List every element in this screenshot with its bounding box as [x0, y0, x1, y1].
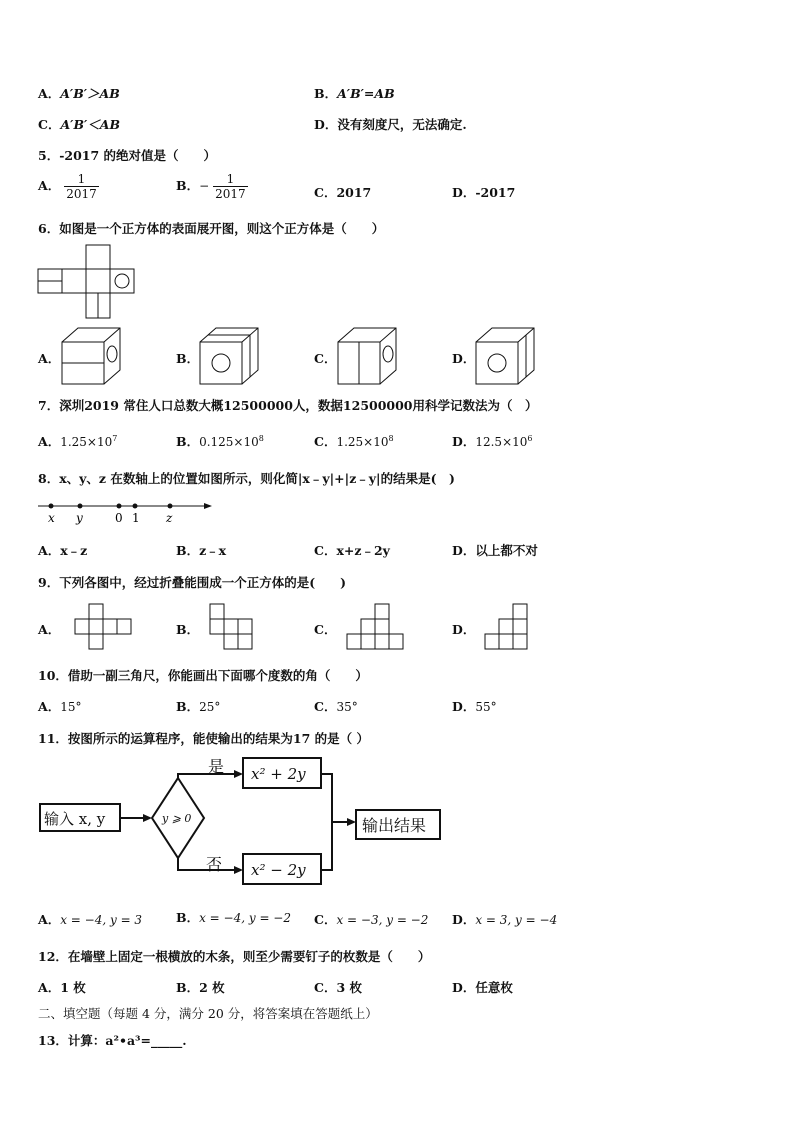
- q6-option-d: D．: [452, 351, 476, 366]
- q9-stem: 9．下列各图中，经过折叠能围成一个正方体的是( ): [38, 575, 347, 590]
- q6-cube-a: [60, 326, 124, 386]
- axis-label-y: y: [76, 511, 83, 525]
- axis-label-0: 0: [115, 511, 123, 525]
- q12-option-a: A．1 枚: [38, 980, 86, 995]
- q7-stem: 7．深圳2019 常住人口总数大概12500000人，数据12500000用科学记数法为（ ）: [38, 398, 538, 413]
- q10-stem: 10．借助一副三角尺，你能画出下面哪个度数的角（ ）: [38, 668, 368, 683]
- q9-net-c: [346, 604, 408, 650]
- q6-option-a: A．: [38, 351, 61, 366]
- number-line-figure: [38, 498, 213, 526]
- q12-option-c: C．3 枚: [314, 980, 363, 995]
- flow-yes-label: 是: [208, 757, 225, 776]
- q10-option-d: D．55°: [452, 699, 497, 714]
- q6-cube-c: [336, 326, 400, 386]
- flow-top-expression: x² + 2y: [251, 765, 306, 783]
- q5-option-d: D．-2017: [452, 185, 516, 200]
- q9-net-d: [484, 604, 530, 650]
- q8-option-d: D．以上都不对: [452, 543, 538, 558]
- q13-stem: 13．计算：a²•a³=_____.: [38, 1033, 187, 1048]
- q12-option-b: B．2 枚: [176, 980, 225, 995]
- axis-label-1: 1: [132, 511, 140, 525]
- q7-option-c: C．$1.25\times 10^8$: [314, 433, 394, 449]
- q6-cube-d: [474, 326, 538, 386]
- section-title: 二、填空题（每题 4 分，满分 20 分，将答案填在答题纸上）: [38, 1006, 378, 1021]
- q5-option-a: A． $\frac{1}{2017}$: [38, 172, 97, 201]
- q9-option-d: D．: [452, 622, 476, 637]
- flow-output-label: 输出结果: [362, 816, 427, 835]
- q11-option-d: D．x = 3, y = −4: [452, 912, 558, 927]
- axis-point-1: [133, 504, 138, 509]
- axis-point-y: [78, 504, 83, 509]
- q10-option-c: C．35°: [314, 699, 358, 714]
- q7-option-a: A．$1.25\times 10^7$: [38, 433, 118, 449]
- q8-option-c: C．x+z﹣2y: [314, 543, 390, 558]
- q5-option-b: B．− $\frac{1}{2017}$: [176, 172, 246, 201]
- q9-net-b: [209, 604, 255, 650]
- q4-option-a: A．A′B′＞AB: [38, 86, 120, 101]
- q12-option-d: D．任意枚: [452, 980, 513, 995]
- q5-fraction-a: $\frac{1}{2017}$: [66, 172, 97, 201]
- q12-stem: 12．在墙壁上固定一根横放的木条，则至少需要钉子的枚数是（ ）: [38, 949, 431, 964]
- q11-option-c: C．x = −3, y = −2: [314, 912, 429, 927]
- flow-bottom-expression: x² − 2y: [251, 861, 306, 879]
- q6-option-b: B．: [176, 351, 200, 366]
- q11-option-b: B．x = −4, y = −2: [176, 910, 291, 925]
- flow-condition-label: y ⩾ 0: [162, 812, 192, 825]
- q11-stem: 11．按图所示的运算程序，能使输出的结果为17 的是（ ）: [38, 731, 369, 746]
- q5-option-c: C．2017: [314, 185, 372, 200]
- q5-stem: 5．-2017 的绝对值是（ ）: [38, 148, 217, 163]
- q8-option-b: B．z﹣x: [176, 543, 227, 558]
- q6-stem: 6．如图是一个正方体的表面展开图，则这个正方体是（ ）: [38, 221, 385, 236]
- q11-option-a: A．x = −4, y = 3: [38, 912, 143, 927]
- axis-point-x: [49, 504, 54, 509]
- q7-option-b: B．$0.125\times 10^8$: [176, 433, 264, 449]
- flow-no-label: 否: [206, 855, 223, 874]
- q6-cube-b: [198, 326, 262, 386]
- axis-label-z: z: [166, 511, 173, 525]
- q7-option-d: D．$12.5\times 10^6$: [452, 433, 533, 449]
- q10-option-b: B．25°: [176, 699, 221, 714]
- flow-input-label: 输入 x, y: [44, 810, 106, 828]
- q5-fraction-b: $\frac{1}{2017}$: [215, 172, 246, 201]
- q9-option-b: B．: [176, 622, 200, 637]
- cube-net-figure: [38, 244, 138, 320]
- axis-point-z: [168, 504, 173, 509]
- q9-net-a: [74, 604, 134, 650]
- q4-option-d: D．没有刻度尺，无法确定.: [314, 117, 467, 132]
- flowchart-figure: [38, 754, 448, 894]
- q8-option-a: A．x﹣z: [38, 543, 88, 558]
- q6-option-c: C．: [314, 351, 337, 366]
- q4-option-c: C．A′B′＜AB: [38, 117, 121, 132]
- q10-option-a: A．15°: [38, 699, 82, 714]
- q9-option-c: C．: [314, 622, 337, 637]
- axis-label-x: x: [48, 511, 55, 525]
- axis-point-0: [117, 504, 122, 509]
- q8-stem: 8．x、y、z 在数轴上的位置如图所示，则化简|x﹣y|+|z﹣y|的结果是( ): [38, 471, 455, 486]
- q4-option-b: B．A′B′=AB: [314, 86, 395, 101]
- q9-option-a: A．: [38, 622, 61, 637]
